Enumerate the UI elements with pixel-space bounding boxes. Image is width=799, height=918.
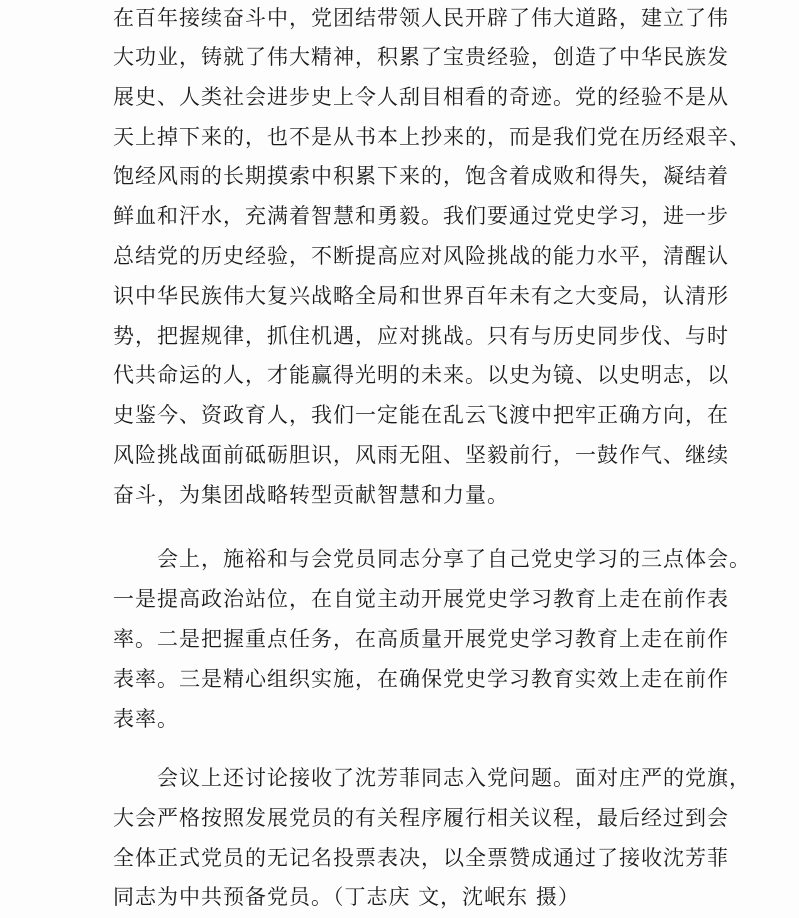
paragraph1-line-7: 总结党的历史经验，不断提高应对风险挑战的能力水平，清醒认: [113, 244, 729, 268]
paragraph3-line-3: 全体正式党员的无记名投票表决，以全票赞成通过了接收沈芳菲: [113, 846, 729, 870]
paragraph1-line-2: 大功业，铸就了伟大精神，积累了宝贵经验，创造了中华民族发: [113, 45, 729, 69]
paragraph3-line-2: 大会严格按照发展党员的有关程序履行相关议程，最后经过到会: [113, 806, 729, 830]
paragraph1-line-4: 天上掉下来的，也不是从书本上抄来的，而是我们党在历经艰辛、: [113, 125, 751, 149]
paragraph1-line-8: 识中华民族伟大复兴战略全局和世界百年未有之大变局，认清形: [113, 284, 729, 308]
paragraph1-line-3: 展史、人类社会进步史上令人刮目相看的奇迹。党的经验不是从: [113, 85, 729, 109]
paragraph2-line-3: 率。二是把握重点任务，在高质量开展党史学习教育上走在前作: [113, 627, 729, 651]
paragraph2-line-1: 会上，施裕和与会党员同志分享了自己党史学习的三点体会。: [157, 547, 751, 571]
paragraph1-line-5: 饱经风雨的长期摸索中积累下来的，饱含着成败和得失，凝结着: [113, 164, 729, 188]
paragraph1-line-6: 鲜血和汗水，充满着智慧和勇毅。我们要通过党史学习，进一步: [113, 204, 729, 228]
paragraph3-line-4: 同志为中共预备党员。（丁志庆 文，沈岷东 摄）: [113, 885, 580, 909]
paragraph2-line-4: 表率。三是精心组织实施，在确保党史学习教育实效上走在前作: [113, 667, 729, 691]
paragraph1-line-9: 势，把握规律，抓住机遇，应对挑战。只有与历史同步伐、与时: [113, 324, 729, 348]
paragraph3-line-1: 会议上还讨论接收了沈芳菲同志入党问题。面对庄严的党旗，: [157, 766, 751, 790]
paragraph1-line-12: 风险挑战面前砥砺胆识，风雨无阻、坚毅前行，一鼓作气、继续: [113, 443, 729, 467]
paragraph1-line-10: 代共命运的人，才能赢得光明的未来。以史为镜、以史明志，以: [113, 363, 729, 387]
paragraph2-line-2: 一是提高政治站位，在自觉主动开展党史学习教育上走在前作表: [113, 587, 729, 611]
paragraph2-line-5: 表率。: [113, 707, 179, 731]
paragraph1-line-11: 史鉴今、资政育人，我们一定能在乱云飞渡中把牢正确方向，在: [113, 403, 729, 427]
paragraph1-line-13: 奋斗，为集团战略转型贡献智慧和力量。: [113, 483, 509, 507]
paragraph1-line-1: 在百年接续奋斗中，党团结带领人民开辟了伟大道路，建立了伟: [113, 6, 729, 30]
